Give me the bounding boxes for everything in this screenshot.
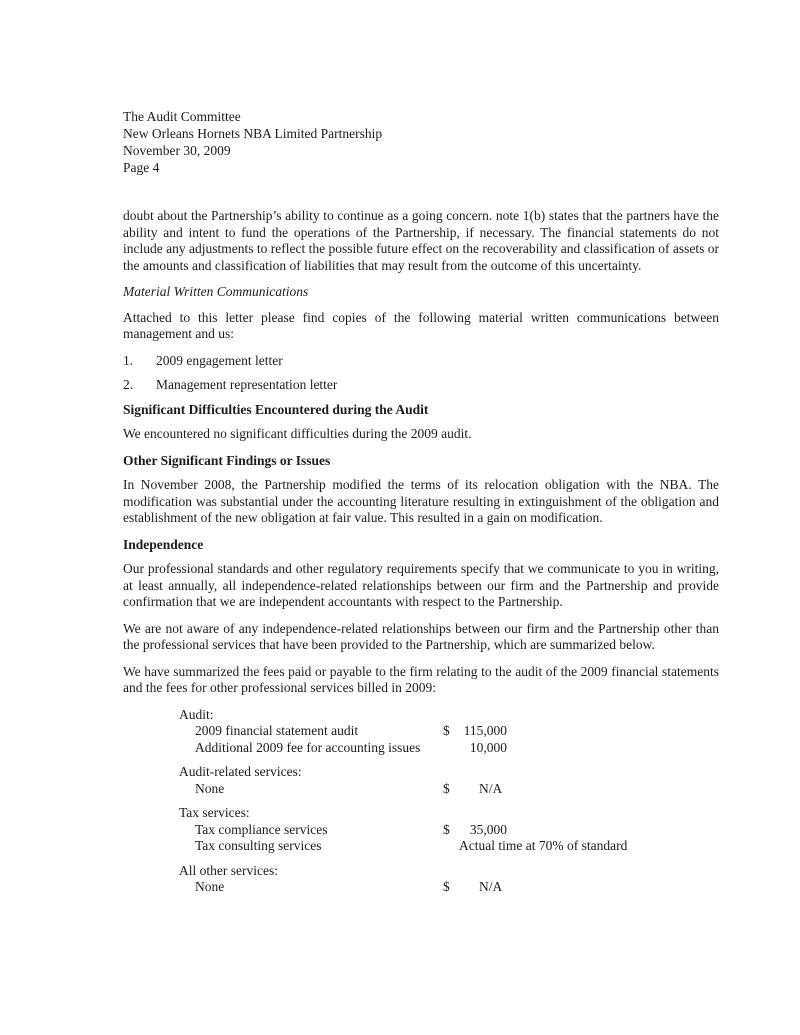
fee-currency-symbol: $ <box>443 780 450 796</box>
difficulties-heading: Significant Difficulties Encountered during the Audit <box>123 401 429 417</box>
fee-value: N/A <box>479 879 503 894</box>
difficulties-paragraph: We encountered no significant difficulties during the 2009 audit. <box>123 426 472 441</box>
organization-name: New Orleans Hornets NBA Limited Partnership <box>123 126 383 141</box>
fee-row <box>179 740 699 757</box>
material-communications-heading: Material Written Communications <box>123 284 309 299</box>
fee-row <box>179 838 699 855</box>
fees-table <box>179 707 699 896</box>
fee-description: None <box>195 780 225 796</box>
fee-description: 2009 financial statement audit <box>195 723 359 738</box>
material-communications-paragraph: Attached to this letter please find copies of the following material written communications between management and us: <box>123 309 719 341</box>
addressee: The Audit Committee <box>123 109 241 124</box>
fee-amount: 35,000 <box>469 821 507 837</box>
material-communications-list <box>123 353 719 394</box>
fee-group-label: All other services: <box>179 862 278 878</box>
fee-row <box>179 822 699 839</box>
fee-currency-symbol: $ <box>443 879 450 894</box>
findings-heading: Other Significant Findings or Issues <box>123 452 331 468</box>
letter-header <box>123 108 382 176</box>
letter-body <box>123 208 719 904</box>
list-item-number: 2. <box>123 377 134 392</box>
fees-paragraph: We have summarized the fees paid or payable to the firm relating to the audit of the 2009 financial statements and the fees for other professional services billed in 2009: <box>123 663 719 695</box>
page-number: Page 4 <box>123 160 160 175</box>
independence-heading: Independence <box>123 536 204 552</box>
fee-currency-symbol: $ <box>443 821 450 837</box>
going-concern-paragraph: doubt about the Partnership’s ability to continue as a going concern. note 1(b) states that the partners have the ability and intent to fund the operations of the Partnership, if necessary. The financial statements do not include any adjustments to reflect the possible future effect on the recoverability and classification of assets or the amounts and classification of liabilities that may result from the outcome of this uncertainty. <box>123 208 719 273</box>
list-item <box>123 353 719 370</box>
fee-description: Additional 2009 fee for accounting issues <box>195 739 421 755</box>
list-item-text: 2009 engagement letter <box>156 352 283 368</box>
fee-group-audit-related <box>179 764 699 797</box>
letter-date: November 30, 2009 <box>123 143 231 158</box>
fee-group-tax <box>179 805 699 855</box>
fee-description: Tax compliance services <box>195 821 328 837</box>
independence-paragraph-1: Our professional standards and other regulatory requirements specify that we communicate to you in writing, at least annually, all independence-related relationships between our firm and the Partnership and provide confirmation that we are independent accountants with respect to the Partnership. <box>123 561 719 609</box>
fee-group-audit <box>179 707 699 757</box>
fee-group-other <box>179 863 699 896</box>
findings-paragraph: In November 2008, the Partnership modified the terms of its relocation obligation with the NBA. The modification was substantial under the accounting literature resulting in extinguishment of the obligation and establishment of the new obligation at fair value. This resulted in a gain on modification. <box>123 477 719 525</box>
fee-value: N/A <box>479 780 503 796</box>
fee-currency-symbol: $ <box>443 723 450 738</box>
list-item-number: 1. <box>123 352 134 368</box>
fee-amount: 10,000 <box>469 739 507 755</box>
fee-row <box>179 781 699 798</box>
fee-group-label: Audit: <box>179 706 214 722</box>
fee-group-label: Tax services: <box>179 805 250 820</box>
independence-paragraph-2: We are not aware of any independence-related relationships between our firm and the Partnership other than the professional services that have been provided to the Partnership, which are summarized below. <box>123 620 719 652</box>
fee-row <box>179 723 699 740</box>
fee-note: Actual time at 70% of standard <box>459 838 628 853</box>
list-item <box>123 377 719 394</box>
fee-description: None <box>195 879 225 894</box>
fee-amount: 115,000 <box>463 723 507 738</box>
fee-description: Tax consulting services <box>195 838 322 853</box>
list-item-text: Management representation letter <box>156 377 338 392</box>
fee-group-label: Audit-related services: <box>179 764 302 779</box>
fee-row <box>179 879 699 896</box>
